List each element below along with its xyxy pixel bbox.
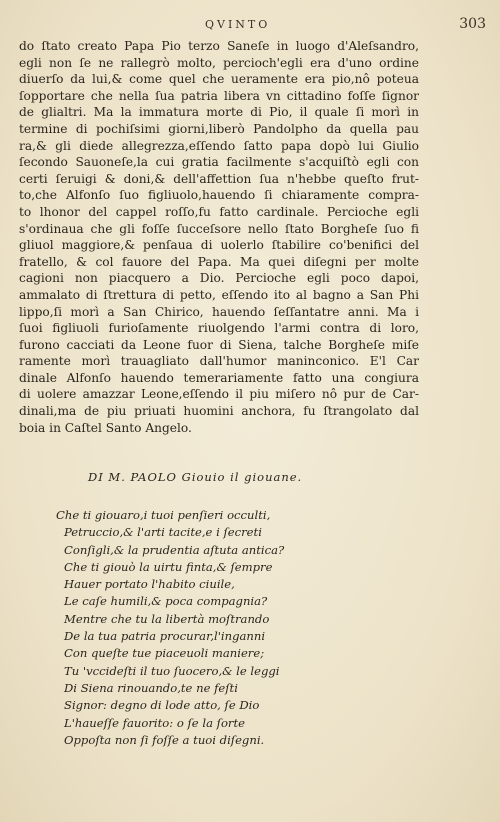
prose-line: diuerſo da lui,& come quel che ueramente era pio,nô poteua — [19, 72, 419, 87]
prose-line: egli non ſe ne rallegrò molto, percioch'egli era d'uno ordine — [19, 55, 419, 70]
prose-block — [19, 38, 419, 436]
prose-line: ſopportare che nella ſua patria libera vn cittadino foſſe ſignor — [19, 88, 419, 103]
prose-line: ammalato di ſtrettura di petto, eſſendo ito al bagno a San Phi — [19, 287, 419, 302]
running-head: QVINTO — [205, 18, 271, 31]
prose-line: fratello, & col fauore del Papa. Ma quei diſegni per molte — [19, 254, 419, 269]
prose-line: lippo,ſi morì a San Chirico, hauendo ſeſſantatre anni. Ma i — [19, 304, 419, 319]
prose-line: termine di pochiſsimi giorni,liberò Pandolpho da quella pau — [19, 121, 419, 136]
poem-line: Con queſte tue piaceuoli maniere; — [64, 646, 265, 661]
poem-line: Signor: degno di lode atto, ſe Dio — [64, 698, 260, 713]
poem-block — [56, 507, 356, 749]
prose-line: dinali,ma de piu priuati huomini anchora, fu ſtrangolato dal — [19, 404, 419, 419]
poem-line: Che ti giouaro,i tuoi penſieri occulti, — [56, 508, 271, 522]
prose-line: de glialtri. Ma la immatura morte di Pio, il quale ſi morì in — [19, 105, 419, 120]
prose-line: to lhonor del cappel roſſo,fu fatto cardinale. Percioche egli — [19, 204, 419, 219]
prose-line: gliuol maggiore,& penſaua di uolerlo ſtabilire co'benifici del — [19, 238, 419, 253]
prose-line: cagioni non piacquero a Dio. Percioche egli poco dapoi, — [19, 271, 419, 286]
poem-line: Hauer portato l'habito ciuile, — [64, 577, 235, 592]
prose-line: ra,& gli diede allegrezza,eſſendo ſatto papa dopò lui Giulio — [19, 138, 419, 153]
poem-line: Mentre che tu la libertà moſtrando — [64, 611, 270, 626]
poem-line: Le caſe humili,& poca compagnia? — [64, 594, 268, 609]
poem-line: Oppoſta non ſi foſſe a tuoi diſegni. — [64, 732, 265, 747]
prose-line: ramente morì trauagliato dall'humor maninconico. E'l Car — [19, 354, 419, 369]
prose-line: certi ſeruigi & doni,& dell'affettion ſua n'hebbe queſto frut- — [19, 171, 419, 186]
page-header — [0, 14, 500, 38]
prose-line: ſecondo Sauoneſe,la cui gratia facilmente s'acquiſtò egli con — [19, 155, 419, 170]
poem-line: De la tua patria procurar,l'inganni — [64, 629, 266, 644]
page-number: 303 — [459, 16, 486, 32]
poem-title: DI M. PAOLO Giouio il giouane. — [88, 470, 303, 484]
poem-line: Petruccio,& l'arti tacite,e i ſecreti — [64, 525, 262, 540]
prose-line: di uolere amazzar Leone,eſſendo il piu miſero nô pur de Car- — [19, 387, 419, 402]
poem-line: Tu 'vccideſti il tuo ſuocero,& le leggi — [64, 663, 280, 678]
poem-line: Che ti giouò la uirtu finta,& ſempre — [64, 559, 273, 574]
prose-line: to,che Alfonſo ſuo figliuolo,hauendo ſi chiaramente compra- — [19, 188, 419, 203]
poem-line: Di Siena rinouando,te ne feſti — [64, 680, 238, 695]
prose-line: boia in Caſtel Santo Angelo. — [19, 420, 192, 435]
prose-line: dinale Alfonſo hauendo temerariamente fatto una congiura — [19, 370, 419, 385]
poem-line: L'haueſſe fauorito: o ſe la ſorte — [64, 715, 245, 730]
prose-line: s'ordinaua che gli foſſe ſucceſsore nello ſtato Borgheſe ſuo fi — [19, 221, 419, 236]
poem-line: Conſigli,& la prudentia aſtuta antica? — [64, 542, 285, 557]
prose-line: ſuoi figliuoli furioſamente riuolgendo l'armi contra di loro, — [19, 321, 419, 336]
prose-line: furono cacciati da Leone fuor di Siena, talche Borgheſe miſe — [19, 337, 419, 352]
prose-line: do ſtato creato Papa Pio terzo Saneſe in luogo d'Aleſsandro, — [19, 39, 419, 53]
